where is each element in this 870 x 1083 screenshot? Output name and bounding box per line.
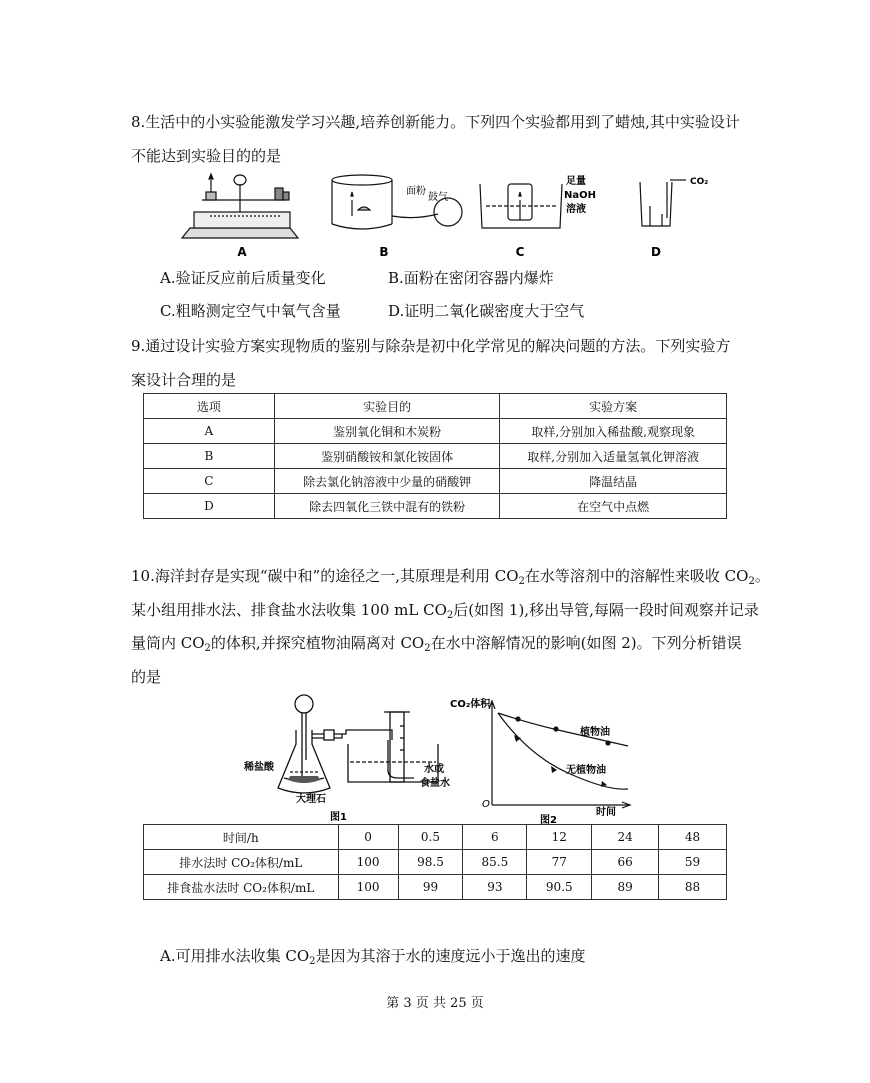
label-naoh-2: NaOH	[564, 190, 596, 201]
label-blow: 鼓气	[428, 192, 448, 203]
label-no-vegetable-oil: 无植物油	[566, 765, 606, 776]
co2-beaker-figure	[640, 180, 686, 226]
table-row	[144, 419, 727, 444]
label-naoh-3: 溶液	[566, 204, 586, 215]
table-header-row	[144, 394, 727, 419]
table-cell: 取样,分别加入稀盐酸,观察现象	[500, 419, 727, 444]
table-cell: B	[144, 444, 275, 469]
table-cell: 93	[463, 875, 527, 900]
table-cell: 在空气中点燃	[500, 494, 727, 519]
curve-point	[515, 716, 520, 721]
label-water-1: 水或	[424, 764, 444, 775]
figure-1	[238, 690, 468, 825]
fig-label-d: D	[651, 245, 661, 259]
header-cell: 实验方案	[500, 394, 727, 419]
page-footer: 第 3 页 共 25 页	[386, 996, 484, 1011]
table-cell: 85.5	[463, 850, 527, 875]
q8-option-a: A.验证反应前后质量变化	[160, 269, 326, 287]
header-cell: 实验目的	[274, 394, 500, 419]
table-cell: 90.5	[527, 875, 592, 900]
label-vegetable-oil: 植物油	[580, 727, 610, 738]
q9-stem-line1: 9.通过设计实验方案实现物质的鉴别与除杂是初中化学常见的解决问题的方法。下列实验方	[131, 337, 731, 355]
table-cell: 鉴别硝酸铵和氯化铵固体	[274, 444, 500, 469]
table-cell: C	[144, 469, 275, 494]
q10-text: A.可用排水法收集 CO	[160, 947, 310, 965]
subscript: 2	[518, 576, 525, 587]
q8-figures	[180, 170, 720, 262]
subscript: 2	[424, 643, 431, 654]
table-row	[144, 825, 727, 850]
label-flour: 面粉	[406, 186, 426, 197]
q10-text: 是因为其溶于水的速度远小于逸出的速度	[315, 947, 586, 965]
table-cell: 100	[338, 875, 398, 900]
q10-stem-line2	[131, 600, 759, 626]
figure-2-caption: 图2	[540, 815, 557, 826]
subscript: 2	[204, 643, 211, 654]
table-row	[144, 875, 727, 900]
table-row	[144, 494, 727, 519]
table-cell: 100	[338, 850, 398, 875]
subscript: 2	[748, 576, 755, 587]
curve-point	[605, 740, 610, 745]
table-cell: 0	[338, 825, 398, 850]
q9-table	[143, 393, 727, 519]
table-cell: 降温结晶	[500, 469, 727, 494]
q10-text: 量筒内 CO	[131, 634, 205, 652]
table-cell: 24	[592, 825, 659, 850]
curve-point	[553, 726, 558, 731]
q10-text: 在水中溶解情况的影响(如图 2)。下列分析错误	[430, 634, 742, 652]
table-cell: 6	[463, 825, 527, 850]
fig-label-b: B	[379, 245, 389, 259]
fig-label-a: A	[237, 245, 247, 259]
subscript: 2	[309, 956, 316, 967]
q10-stem-line4: 的是	[131, 668, 162, 686]
subscript: 2	[446, 610, 454, 621]
q8-option-c: C.粗略测定空气中氧气含量	[160, 302, 341, 320]
table-cell: D	[144, 494, 275, 519]
label-co2: CO₂	[690, 177, 709, 187]
table-cell: 77	[527, 850, 592, 875]
fig-label-c: C	[515, 245, 525, 259]
q10-text: 10.海洋封存是实现“碳中和”的途径之一,其原理是利用 CO	[131, 567, 519, 585]
q10-text: 后(如图 1),移出导管,每隔一段时间观察并记录	[453, 601, 759, 619]
table-cell: 12	[527, 825, 592, 850]
q10-text: 某小组用排水法、排食盐水法收集 100 mL CO	[131, 601, 447, 619]
q8-stem-line1: 8.生活中的小实验能激发学习兴趣,培养创新能力。下列四个实验都用到了蜡烛,其中实验设计	[131, 113, 740, 131]
table-cell: 0.5	[398, 825, 463, 850]
q10-text: 。	[754, 567, 770, 585]
table-cell: 除去氯化钠溶液中少量的硝酸钾	[274, 469, 500, 494]
table-row	[144, 850, 727, 875]
table-cell: 取样,分别加入适量氢氧化钾溶液	[500, 444, 727, 469]
table-cell: 98.5	[398, 850, 463, 875]
table-row	[144, 444, 727, 469]
q10-table	[143, 824, 727, 900]
q8-stem-line2: 不能达到实验目的的是	[131, 147, 282, 165]
table-cell: 66	[592, 850, 659, 875]
naoh-beaker-figure	[480, 184, 562, 228]
table-cell: 排食盐水法时 CO₂体积/mL	[144, 875, 339, 900]
table-cell: 时间/h	[144, 825, 339, 850]
table-cell: A	[144, 419, 275, 444]
header-cell: 选项	[144, 394, 275, 419]
table-cell: 88	[659, 875, 727, 900]
figure-1-caption: 图1	[330, 812, 347, 823]
table-cell: 鉴别氧化铜和木炭粉	[274, 419, 500, 444]
table-row	[144, 469, 727, 494]
q10-text: 在水等溶剂中的溶解性来吸收 CO	[524, 567, 749, 585]
table-cell: 89	[592, 875, 659, 900]
table-cell: 48	[659, 825, 727, 850]
figure-2-xlabel: 时间	[596, 807, 616, 818]
label-water-2: 食盐水	[420, 778, 450, 789]
label-marble: 大理石	[296, 794, 326, 805]
q10-option-a	[160, 946, 586, 972]
q10-stem-line3	[131, 633, 742, 659]
label-dilute-acid: 稀盐酸	[244, 762, 274, 773]
table-cell: 除去四氧化三铁中混有的铁粉	[274, 494, 500, 519]
figure-2-ylabel: CO₂体积	[450, 699, 491, 710]
q8-option-b: B.面粉在密闭容器内爆炸	[388, 269, 554, 287]
q10-text: 的体积,并探究植物油隔离对 CO	[210, 634, 425, 652]
figure-2-origin: O	[482, 799, 490, 810]
figure-2	[448, 697, 638, 827]
q8-option-d: D.证明二氧化碳密度大于空气	[388, 302, 585, 320]
table-cell: 99	[398, 875, 463, 900]
table-cell: 排水法时 CO₂体积/mL	[144, 850, 339, 875]
q10-stem-line1	[131, 566, 770, 592]
label-naoh-1: 足量	[566, 176, 586, 187]
q9-stem-line2: 案设计合理的是	[131, 371, 237, 389]
balance-figure	[182, 174, 298, 238]
table-cell: 59	[659, 850, 727, 875]
